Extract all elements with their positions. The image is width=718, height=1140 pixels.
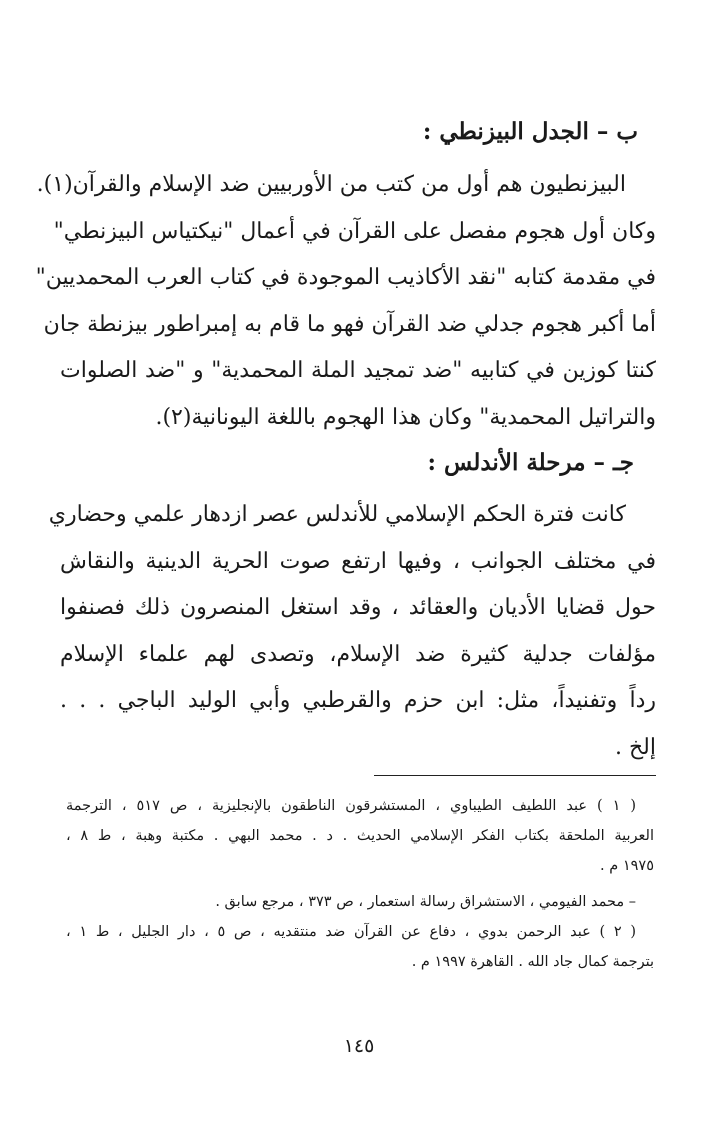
paragraph-line: والتراتيل المحمدية" وكان هذا الهجوم باللغة اليونانية(٢).	[155, 404, 656, 430]
paragraph-line: أما أكبر هجوم جدلي ضد القرآن فهو ما قام به إمبراطور بيزنطة جان	[43, 311, 656, 337]
section-heading-andalusia: جـ – مرحلة الأندلس :	[427, 449, 634, 476]
footnote-1-extra: – محمد الفيومي ، الاستشراق رسالة استعمار ، ص ٣٧٣ ، مرجع سابق .	[215, 894, 636, 910]
paragraph-line: في مقدمة كتابه "نقد الأكاذيب الموجودة في كتاب العرب المحمديين"	[35, 265, 656, 290]
page-number: ١٤٥	[343, 1035, 375, 1057]
footnote-divider	[374, 775, 656, 776]
paragraph-line: حول قضايا الأديان والعقائد ، وقد استغل المنصرون ذلك فصنفوا	[60, 595, 656, 620]
paragraph-line: كنتا كوزين في كتابيه "ضد تمجيد الملة المحمدية" و "ضد الصلوات	[60, 358, 656, 383]
footnote-2-line: بترجمة كمال جاد الله . القاهرة ١٩٩٧ م .	[411, 954, 654, 970]
footnotes	[66, 791, 654, 977]
section-heading-byzantine: ب – الجدل البيزنطي :	[422, 118, 638, 145]
footnote-1-line: ١٩٧٥ م .	[600, 858, 654, 874]
paragraph-line: كانت فترة الحكم الإسلامي للأندلس عصر ازدهار علمي وحضاري	[48, 502, 626, 527]
paragraph-line: إلخ .	[614, 734, 656, 760]
footnote-1-line: ( ١ ) عبد اللطيف الطيباوي ، المستشرقون الناطقون بالإنجليزية ، ص ٥١٧ ، الترجمة	[66, 798, 636, 814]
paragraph-line: البيزنطيون هم أول من كتب من الأوربيين ضد الإسلام والقرآن(١).	[36, 172, 626, 197]
paragraph-line: في مختلف الجوانب ، وفيها ارتفع صوت الحرية الدينية والنقاش	[60, 548, 656, 574]
footnote-2-line: ( ٢ ) عبد الرحمن بدوي ، دفاع عن القرآن ضد منتقديه ، ص ٥ ، دار الجليل ، ط ١ ،	[66, 924, 636, 940]
paragraph-line: وكان أول هجوم مفصل على القرآن في أعمال "نيكتياس البيزنطي"	[53, 218, 656, 244]
paragraph-line: مؤلفات جدلية كثيرة ضد الإسلام، وتصدى لهم علماء الإسلام	[60, 641, 656, 667]
footnote-1-line: العربية الملحقة بكتاب الفكر الإسلامي الحديث . د . محمد البهي . مكتبة وهبة ، ط ٨ ،	[66, 828, 654, 844]
paragraph-byzantine	[35, 162, 656, 441]
paragraph-line: رداً وتفنيداً، مثل: ابن حزم والقرطبي وأبي الوليد الباجي . . .	[60, 688, 656, 713]
paragraph-andalusia	[48, 492, 656, 771]
